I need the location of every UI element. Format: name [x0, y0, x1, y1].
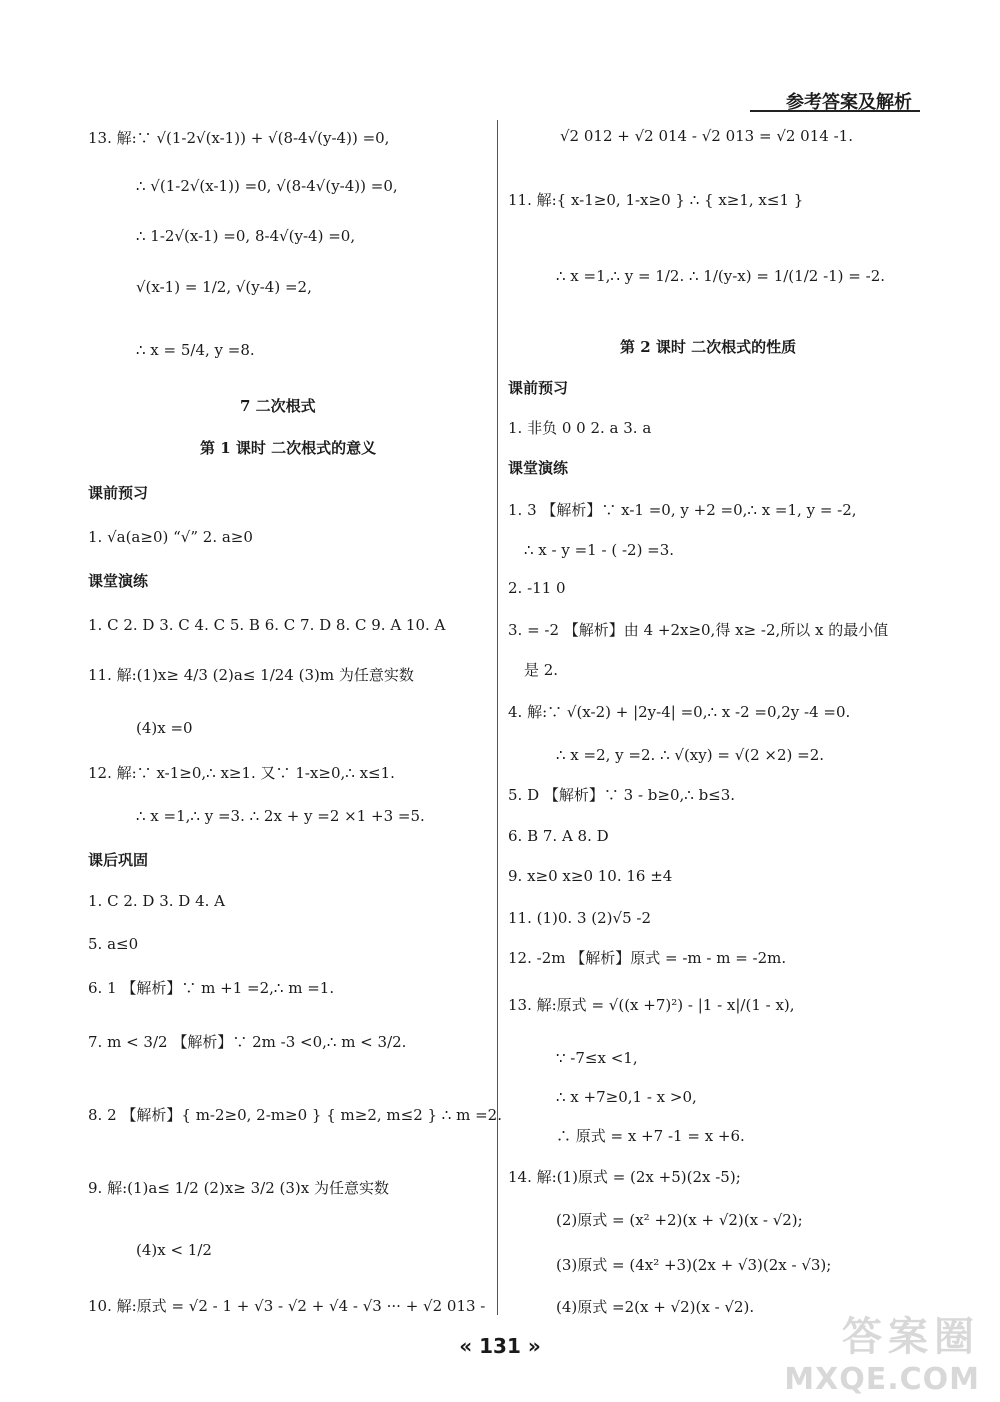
left-line-5: ∴ x = 5/4, y =8. [136, 341, 255, 359]
header-rule [750, 110, 920, 112]
left-line-9: 1. √a(a≥0) “√” 2. a≥0 [88, 528, 253, 546]
right-line-17: 9. x≥0 x≥0 10. 16 ±4 [508, 867, 673, 885]
right-line-18: 11. (1)0. 3 (2)√5 -2 [508, 909, 651, 927]
right-heading-preview: 课前预习 [508, 379, 569, 397]
right-line-14: ∴ x =2, y =2. ∴ √(xy) = √(2 ×2) =2. [556, 746, 825, 764]
lesson-2-title: 第 2 课时 二次根式的性质 [620, 338, 797, 356]
right-heading-practice: 课堂演练 [508, 459, 569, 477]
left-line-13: (4)x =0 [136, 719, 193, 737]
header-title: 参考答案及解析 [786, 92, 912, 113]
left-line-18: 5. a≤0 [88, 935, 139, 953]
right-line-12: 是 2. [524, 661, 559, 679]
right-line-9: ∴ x - y =1 - ( -2) =3. [524, 541, 675, 559]
right-line-24: 14. 解:(1)原式 = (2x +5)(2x -5); [508, 1168, 741, 1186]
left-line-11: 1. C 2. D 3. C 4. C 5. B 6. C 7. D 8. C 9. A 10. A [88, 616, 446, 634]
left-line-15: ∴ x =1,∴ y =3. ∴ 2x + y =2 ×1 +3 =5. [136, 807, 425, 825]
left-line-2: ∴ √(1-2√(x-1)) =0, √(8-4√(y-4)) =0, [136, 177, 398, 195]
right-line-26: (3)原式 = (4x² +3)(2x + √3)(2x - √3); [556, 1256, 832, 1274]
left-heading-preview: 课前预习 [88, 484, 149, 502]
right-arrows: » [527, 1334, 541, 1358]
right-line-22: ∴ x +7≥0,1 - x >0, [556, 1088, 697, 1106]
right-line-19: 12. -2m 【解析】原式 = -m - m = -2m. [508, 949, 787, 967]
left-line-17: 1. C 2. D 3. D 4. A [88, 892, 225, 910]
right-line-13: 4. 解:∵ √(x-2) + |2y-4| =0,∴ x -2 =0,2y -4 =0. [508, 703, 851, 721]
right-line-23: ∴ 原式 = x +7 -1 = x +6. [556, 1127, 745, 1145]
left-arrows: « [459, 1334, 473, 1358]
right-line-15: 5. D 【解析】∵ 3 - b≥0,∴ b≤3. [508, 786, 736, 804]
watermark [784, 1305, 980, 1397]
right-line-3: ∴ x =1,∴ y = 1/2. ∴ 1/(y-x) = 1/(1/2 -1) = -2. [556, 267, 886, 285]
right-line-27: (4)原式 =2(x + √2)(x - √2). [556, 1298, 755, 1316]
left-line-12: 11. 解:(1)x≥ 4/3 (2)a≤ 1/24 (3)m 为任意实数 [88, 666, 414, 684]
lesson-1-title: 第 1 课时 二次根式的意义 [200, 439, 377, 457]
right-line-1: √2 012 + √2 014 - √2 013 = √2 014 -1. [560, 127, 853, 145]
right-line-10: 2. -11 0 [508, 579, 566, 597]
right-line-16: 6. B 7. A 8. D [508, 827, 609, 845]
column-divider [497, 120, 498, 1315]
right-line-25: (2)原式 = (x² +2)(x + √2)(x - √2); [556, 1211, 803, 1229]
left-line-1: 13. 解:∵ √(1-2√(x-1)) + √(8-4√(y-4)) =0, [88, 129, 390, 147]
left-heading-review: 课后巩固 [88, 851, 149, 869]
left-line-22: 9. 解:(1)a≤ 1/2 (2)x≥ 3/2 (3)x 为任意实数 [88, 1179, 389, 1197]
left-line-14: 12. 解:∵ x-1≥0,∴ x≥1. 又∵ 1-x≥0,∴ x≤1. [88, 764, 395, 782]
left-line-21: 8. 2 【解析】{ m-2≥0, 2-m≥0 } { m≥2, m≤2 } ∴ m =2. [88, 1106, 502, 1124]
watermark-line-2: MXQE.COM [784, 1362, 980, 1397]
left-line-23: (4)x < 1/2 [136, 1241, 212, 1259]
watermark-line-1: 答案圈 [842, 1314, 980, 1360]
right-line-11: 3. = -2 【解析】由 4 +2x≥0,得 x≥ -2,所以 x 的最小值 [508, 621, 889, 639]
right-line-2: 11. 解:{ x-1≥0, 1-x≥0 } ∴ { x≥1, x≤1 } [508, 191, 804, 209]
left-line-19: 6. 1 【解析】∵ m +1 =2,∴ m =1. [88, 979, 335, 997]
left-line-4: √(x-1) = 1/2, √(y-4) =2, [136, 278, 312, 296]
left-line-3: ∴ 1-2√(x-1) =0, 8-4√(y-4) =0, [136, 227, 356, 245]
right-line-8: 1. 3 【解析】∵ x-1 =0, y +2 =0,∴ x =1, y = -2, [508, 501, 857, 519]
left-line-20: 7. m < 3/2 【解析】∵ 2m -3 <0,∴ m < 3/2. [88, 1033, 407, 1051]
right-line-20: 13. 解:原式 = √((x +7)²) - |1 - x|/(1 - x), [508, 996, 795, 1014]
right-line-6: 1. 非负 0 0 2. a 3. a [508, 419, 652, 437]
section-title-7: 7 二次根式 [240, 397, 316, 415]
right-line-21: ∵ -7≤x <1, [556, 1049, 638, 1067]
left-line-24: 10. 解:原式 = √2 - 1 + √3 - √2 + √4 - √3 ··· + √2 013 - [88, 1297, 486, 1315]
page-number-text: 131 [479, 1334, 521, 1358]
left-heading-practice: 课堂演练 [88, 572, 149, 590]
